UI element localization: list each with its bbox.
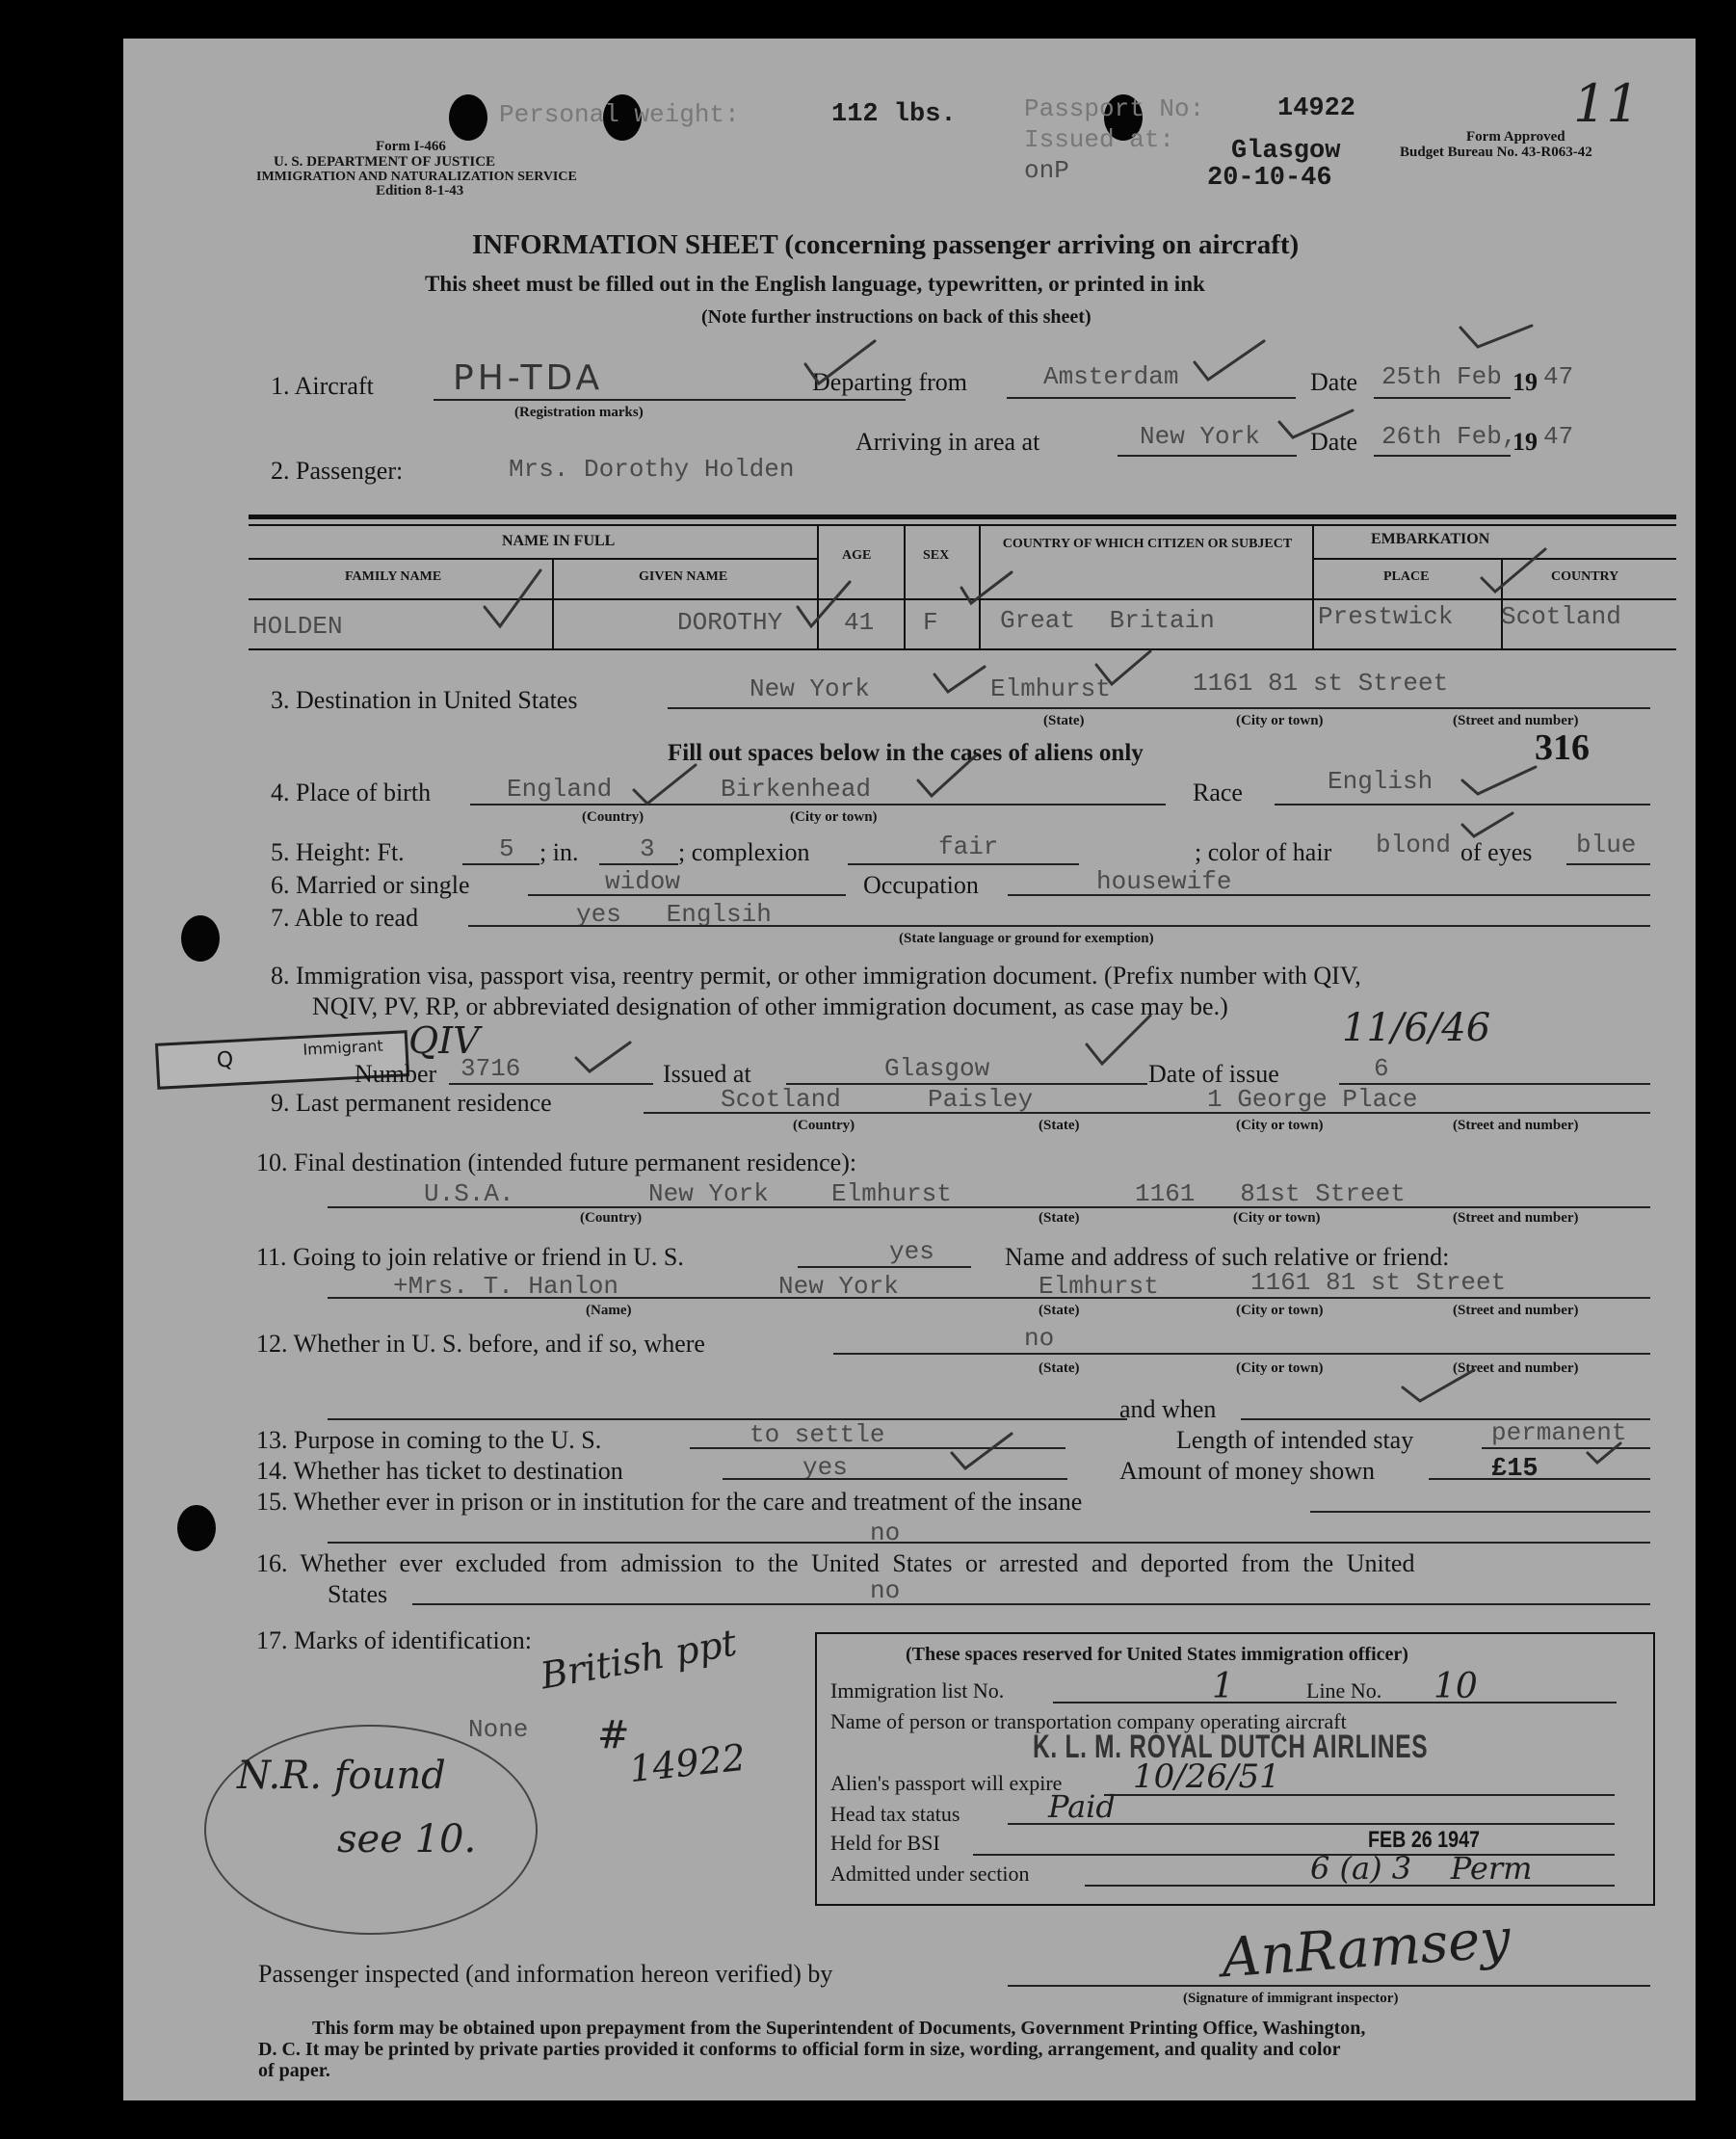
name-in-full-header: NAME IN FULL — [502, 533, 616, 549]
birth-country: England — [507, 775, 613, 804]
race-value: English — [1328, 767, 1434, 796]
year-dep: 47 — [1543, 362, 1574, 391]
number-316: 316 — [1535, 727, 1590, 768]
sex-value: F — [923, 608, 938, 637]
embark-country-value: Scotland — [1501, 602, 1621, 631]
arriving-label: Arriving in area at — [855, 428, 1040, 456]
birth-city: Birkenhead — [721, 775, 872, 804]
marks-label: 17. Marks of identification: — [256, 1626, 532, 1654]
cap-state-11: (State) — [1039, 1303, 1080, 1318]
hw-hash: # — [597, 1713, 630, 1757]
occupation-label: Occupation — [863, 871, 979, 899]
embarkation-header: EMBARKATION — [1371, 531, 1490, 547]
residence-state: Paisley — [928, 1085, 1034, 1114]
join-label: 11. Going to join relative or friend in U. S. — [256, 1243, 684, 1271]
destination-state: New York — [750, 674, 870, 703]
date-arr-label: Date — [1310, 428, 1358, 456]
purpose-label: 13. Purpose in coming to the U. S. — [256, 1426, 602, 1454]
check-mark — [1087, 1016, 1150, 1064]
place-header: PLACE — [1383, 569, 1430, 584]
height-in: 3 — [640, 834, 655, 863]
join-value: yes — [889, 1237, 934, 1266]
page-mark: 11 — [1573, 73, 1640, 134]
final-destination-label: 10. Final destination (intended future permanent residence): — [256, 1149, 857, 1176]
admitted-label: Admitted under section — [830, 1862, 1030, 1886]
passport-number: 14922 — [1277, 94, 1356, 123]
sex-header: SEX — [923, 548, 950, 563]
hw-ppt-number: 14922 — [627, 1735, 748, 1791]
inspected-label: Passenger inspected (and information hereon verified) by — [258, 1960, 833, 1988]
weight-value: 112 lbs. — [831, 100, 957, 129]
check-mark — [1588, 1443, 1620, 1463]
service: IMMIGRATION AND NATURALIZATION SERVICE — [256, 170, 577, 184]
issued-place: Glasgow — [1231, 137, 1341, 166]
cap-city-9: (City or town) — [1236, 1118, 1324, 1133]
footer-line3: of paper. — [258, 2060, 330, 2081]
check-mark — [805, 341, 875, 383]
check-mark — [1482, 549, 1545, 592]
country-header: COUNTRY — [1551, 569, 1619, 584]
bsi-label: Held for BSI — [830, 1831, 940, 1855]
hair-value: blond — [1376, 831, 1452, 859]
issued-at-label: Issued at: — [1024, 125, 1175, 154]
cap-city-birth: (City or town) — [790, 809, 878, 825]
doc-line2: NQIV, PV, RP, or abbreviated designation of other immigration document, as case may be.) — [312, 992, 1228, 1020]
doc-line1: 8. Immigration visa, passport visa, reentry permit, or other immigration document. (Prefix number with QIV, — [271, 962, 1361, 990]
passenger-label: 2. Passenger: — [271, 457, 404, 485]
eyes-label: of eyes — [1460, 838, 1533, 866]
cap-street-11: (Street and number) — [1453, 1303, 1579, 1318]
passenger-value: Mrs. Dorothy Holden — [509, 455, 795, 484]
cap-state-9: (State) — [1039, 1118, 1080, 1133]
form-note: (Note further instructions on back of this sheet) — [701, 306, 1092, 328]
year-arr: 47 — [1543, 422, 1574, 451]
check-mark — [1096, 651, 1150, 684]
hw-nr-found: N.R. found — [237, 1754, 446, 1798]
stay-label: Length of intended stay — [1176, 1426, 1414, 1454]
age-header: AGE — [842, 548, 872, 563]
read-value: yes Englsih — [576, 900, 772, 929]
before-value: no — [1024, 1324, 1055, 1353]
race-label: Race — [1193, 779, 1243, 806]
ticket-label: 14. Whether has ticket to destination — [256, 1457, 623, 1485]
relative-city: Elmhurst — [1039, 1272, 1159, 1301]
cap-country-9: (Country) — [793, 1118, 855, 1133]
footer-line1: This form may be obtained upon prepayment from the Superintendent of Documents, Government Printing Office, Washington, — [312, 2018, 1366, 2039]
stamp-text: Immigrant — [302, 1036, 384, 1059]
relative-name: +Mrs. T. Hanlon — [393, 1272, 619, 1301]
height-label: 5. Height: Ft. — [271, 838, 405, 866]
prison-value: no — [870, 1518, 901, 1547]
footer-line2: D. C. It may be printed by private parties provided it conforms to official form in size, wording, arrangement, and quality and color — [258, 2039, 1341, 2060]
head-tax-value: Paid — [1048, 1788, 1116, 1825]
prison-label: 15. Whether ever in prison or in institution for the care and treatment of the insane — [256, 1488, 1083, 1516]
final-city: Elmhurst — [831, 1179, 952, 1208]
passport-expire-label: Alien's passport will expire — [830, 1771, 1063, 1795]
relative-state: New York — [778, 1272, 899, 1301]
age-value: 41 — [844, 608, 875, 637]
passport-label: Passport No: — [1024, 94, 1205, 123]
admitted-value: 6 (a) 3 Perm — [1310, 1850, 1533, 1887]
registration-caption: (Registration marks) — [514, 405, 644, 420]
aircraft-registration: PH-TDA — [453, 358, 604, 398]
embark-place-value: Prestwick — [1318, 602, 1454, 631]
immigration-list-no: 1 — [1212, 1667, 1234, 1706]
eyes-value: blue — [1576, 831, 1637, 859]
citizen-value: Great Britain — [1000, 606, 1215, 635]
check-mark — [918, 755, 976, 796]
excluded-line2: States — [328, 1580, 388, 1608]
residence-country: Scotland — [721, 1085, 841, 1114]
check-mark — [1403, 1370, 1474, 1401]
document-page — [123, 39, 1696, 2100]
hair-label: ; color of hair — [1195, 838, 1332, 866]
marks-value: None — [468, 1715, 529, 1744]
check-mark — [961, 572, 1012, 603]
visa-number-label: Number — [355, 1060, 437, 1088]
complexion-value: fair — [938, 832, 999, 861]
cap-name-11: (Name) — [586, 1303, 632, 1318]
destination-city: Elmhurst — [990, 674, 1111, 703]
height-ft: 5 — [499, 834, 514, 863]
cap-state: (State) — [1043, 713, 1085, 728]
in-label: ; in. — [539, 838, 579, 866]
inspector-signature: AnRamsey — [1220, 1907, 1512, 1991]
read-caption: (State language or ground for exemption) — [899, 931, 1154, 946]
line-no-label: Line No. — [1306, 1678, 1382, 1703]
complexion-label: ; complexion — [678, 838, 810, 866]
visa-date-typed: 6 — [1374, 1054, 1389, 1083]
cap-country: (Country) — [582, 809, 644, 825]
check-mark — [1195, 341, 1264, 380]
check-mark — [934, 667, 985, 692]
departing-label: Departing from — [812, 368, 968, 396]
married-value: widow — [605, 867, 681, 896]
destination-label: 3. Destination in United States — [271, 686, 578, 714]
visa-date-hw: 11/6/46 — [1342, 1006, 1491, 1050]
date-dep-label: Date — [1310, 368, 1358, 396]
cap-state-10: (State) — [1039, 1210, 1080, 1226]
hw-see-10: see 10. — [337, 1817, 477, 1862]
residence-street: 1 George Place — [1207, 1085, 1418, 1114]
head-tax-label: Head tax status — [830, 1802, 960, 1826]
stamp-q: Q — [216, 1047, 234, 1073]
form-subtitle: This sheet must be filled out in the English language, typewritten, or printed in ink — [425, 272, 1205, 296]
married-label: 6. Married or single — [271, 871, 470, 899]
issued-date: 20-10-46 — [1207, 164, 1332, 193]
check-marks — [123, 39, 1696, 2100]
family-name-header: FAMILY NAME — [345, 569, 442, 584]
department: U. S. DEPARTMENT OF JUSTICE — [274, 154, 496, 170]
cap-street-9: (Street and number) — [1453, 1118, 1579, 1133]
check-mark — [485, 570, 540, 626]
visa-number: 3716 — [460, 1054, 521, 1083]
ticket-value: yes — [802, 1453, 848, 1482]
excluded-line1: 16. Whether ever excluded from admission to the United States or arrested and deported from the United — [256, 1549, 1415, 1577]
check-mark — [1462, 767, 1536, 794]
final-street: 1161 81st Street — [1135, 1179, 1406, 1208]
aliens-note: Fill out spaces below in the cases of aliens only — [668, 740, 1144, 766]
form-approved: Form Approved — [1466, 129, 1565, 145]
hw-qiv: QIV — [408, 1019, 480, 1062]
when-label: and when — [1119, 1395, 1217, 1423]
carrier-stamp: K. L. M. ROYAL DUTCH AIRLINES — [1033, 1729, 1429, 1765]
check-mark — [576, 1043, 630, 1071]
final-state: New York — [648, 1179, 769, 1208]
country-citizen-header: COUNTRY OF WHICH CITIZEN OR SUBJECT — [1002, 537, 1293, 551]
occupation-value: housewife — [1096, 867, 1232, 896]
check-mark — [1462, 813, 1512, 836]
purpose-value: to settle — [750, 1420, 885, 1449]
edition: Edition 8-1-43 — [376, 183, 464, 198]
hw-british-ppt: British ppt — [537, 1621, 740, 1698]
form-number: Form I-466 — [376, 139, 446, 154]
cap-country-10: (Country) — [580, 1210, 643, 1226]
carrier-label: Name of person or transportation company operating aircraft — [830, 1709, 1347, 1733]
cap-city: (City or town) — [1236, 713, 1324, 728]
bsi-date: FEB 26 1947 — [1368, 1827, 1480, 1853]
date-arr-value: 26th Feb, — [1381, 422, 1517, 451]
check-mark — [1460, 326, 1532, 347]
immigration-list-label: Immigration list No. — [830, 1678, 1005, 1703]
stay-value: permanent — [1491, 1418, 1627, 1447]
check-mark — [952, 1434, 1012, 1468]
inspected-caption: (Signature of immigrant inspector) — [1183, 1991, 1399, 2006]
given-name-value: DOROTHY — [677, 608, 783, 637]
departing-value: Amsterdam — [1043, 362, 1179, 391]
check-mark — [1279, 410, 1353, 437]
read-label: 7. Able to read — [271, 904, 419, 932]
excluded-value: no — [870, 1576, 901, 1605]
year-prefix-2: 19 — [1512, 428, 1538, 456]
visa-issued: Glasgow — [884, 1054, 990, 1083]
cap-state-12: (State) — [1039, 1360, 1080, 1376]
destination-street: 1161 81 st Street — [1193, 669, 1449, 698]
cap-street: (Street and number) — [1453, 713, 1579, 728]
cap-city-11: (City or town) — [1236, 1303, 1324, 1318]
year-prefix: 19 — [1512, 368, 1538, 396]
visa-date-label: Date of issue — [1148, 1060, 1279, 1088]
given-name-header: GIVEN NAME — [639, 569, 728, 584]
check-mark — [634, 765, 696, 804]
date-dep-value: 25th Feb — [1381, 362, 1502, 391]
check-mark — [798, 582, 850, 626]
birth-label: 4. Place of birth — [271, 779, 432, 806]
relative-street: 1161 81 st Street — [1250, 1268, 1507, 1297]
family-name-value: HOLDEN — [252, 612, 343, 641]
before-label: 12. Whether in U. S. before, and if so, where — [256, 1330, 705, 1358]
aircraft-label: 1. Aircraft — [271, 372, 374, 400]
personal-weight-label: Personal weight: — [499, 100, 740, 129]
officer-box-title: (These spaces reserved for United States immigration officer) — [906, 1644, 1408, 1665]
final-country: U.S.A. — [424, 1179, 514, 1208]
money-value: £15 — [1491, 1455, 1539, 1484]
line-no-value: 10 — [1434, 1667, 1478, 1706]
cap-city-12: (City or town) — [1236, 1360, 1324, 1376]
passport-expire-value: 10/26/51 — [1133, 1757, 1280, 1796]
cap-street-10: (Street and number) — [1453, 1210, 1579, 1226]
visa-issued-label: Issued at — [663, 1060, 751, 1088]
relative-label: Name and address of such relative or friend: — [1005, 1243, 1450, 1271]
residence-label: 9. Last permanent residence — [271, 1089, 552, 1117]
cap-city-10: (City or town) — [1233, 1210, 1321, 1226]
on-label: onP — [1024, 156, 1069, 185]
cap-street-12: (Street and number) — [1453, 1360, 1579, 1376]
arriving-value: New York — [1140, 422, 1260, 451]
form-title: INFORMATION SHEET (concerning passenger arriving on aircraft) — [472, 229, 1300, 260]
budget-bureau: Budget Bureau No. 43-R063-42 — [1400, 145, 1592, 160]
money-label: Amount of money shown — [1119, 1457, 1376, 1485]
